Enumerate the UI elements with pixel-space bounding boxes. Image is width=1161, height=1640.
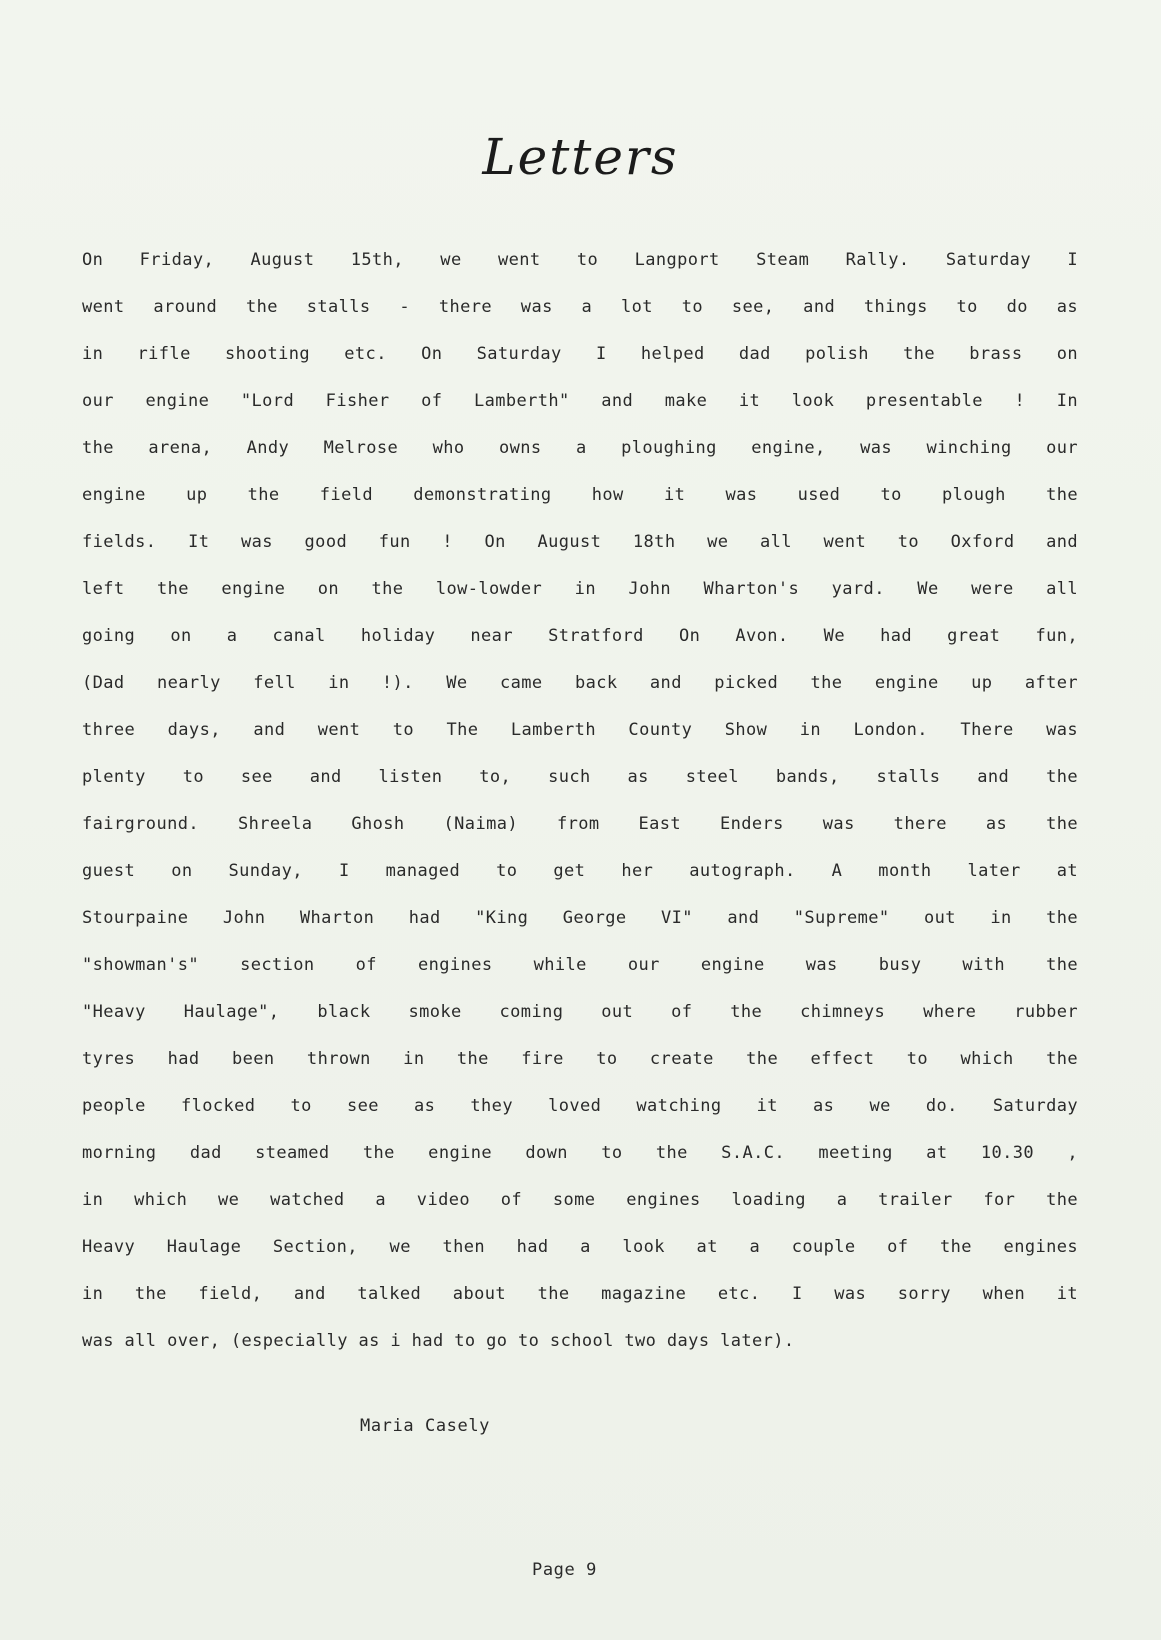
letter-line: went around the stalls - there was a lot to see, and things to do as <box>82 297 1078 317</box>
letter-body <box>82 237 1078 1365</box>
letter-line: plenty to see and listen to, such as steel bands, stalls and the <box>82 767 1078 787</box>
letter-line: fairground. Shreela Ghosh (Naima) from East Enders was there as the <box>82 814 1078 834</box>
letter-line: going on a canal holiday near Stratford On Avon. We had great fun, <box>82 626 1078 646</box>
letter-line: in which we watched a video of some engines loading a trailer for the <box>82 1190 1078 1210</box>
letter-line: guest on Sunday, I managed to get her autograph. A month later at <box>82 861 1078 881</box>
page-title: Letters <box>482 128 679 186</box>
letter-line: Heavy Haulage Section, we then had a look at a couple of the engines <box>82 1237 1078 1257</box>
letter-line: engine up the field demonstrating how it was used to plough the <box>82 485 1078 505</box>
letter-line: left the engine on the low-lowder in John Wharton's yard. We were all <box>82 579 1078 599</box>
letter-line: fields. It was good fun ! On August 18th we all went to Oxford and <box>82 532 1078 552</box>
page-number: Page 9 <box>532 1560 598 1580</box>
letter-line: Stourpaine John Wharton had "King George VI" and "Supreme" out in the <box>82 908 1078 928</box>
letter-line: three days, and went to The Lamberth County Show in London. There was <box>82 720 1078 740</box>
letter-line: the arena, Andy Melrose who owns a ploughing engine, was winching our <box>82 438 1078 458</box>
letter-line: was all over, (especially as i had to go to school two days later). <box>82 1331 795 1351</box>
letter-line: in the field, and talked about the magazine etc. I was sorry when it <box>82 1284 1078 1304</box>
letter-line: in rifle shooting etc. On Saturday I helped dad polish the brass on <box>82 344 1078 364</box>
letter-line: "showman's" section of engines while our engine was busy with the <box>82 955 1078 975</box>
letter-line: morning dad steamed the engine down to the S.A.C. meeting at 10.30 , <box>82 1143 1078 1163</box>
letter-line: people flocked to see as they loved watching it as we do. Saturday <box>82 1096 1078 1116</box>
letter-signature: Maria Casely <box>360 1416 491 1436</box>
letter-line: our engine "Lord Fisher of Lamberth" and make it look presentable ! In <box>82 391 1078 411</box>
letter-line: tyres had been thrown in the fire to create the effect to which the <box>82 1049 1078 1069</box>
letter-line: On Friday, August 15th, we went to Langport Steam Rally. Saturday I <box>82 250 1078 270</box>
letter-line: "Heavy Haulage", black smoke coming out of the chimneys where rubber <box>82 1002 1078 1022</box>
letter-line: (Dad nearly fell in !). We came back and picked the engine up after <box>82 673 1078 693</box>
